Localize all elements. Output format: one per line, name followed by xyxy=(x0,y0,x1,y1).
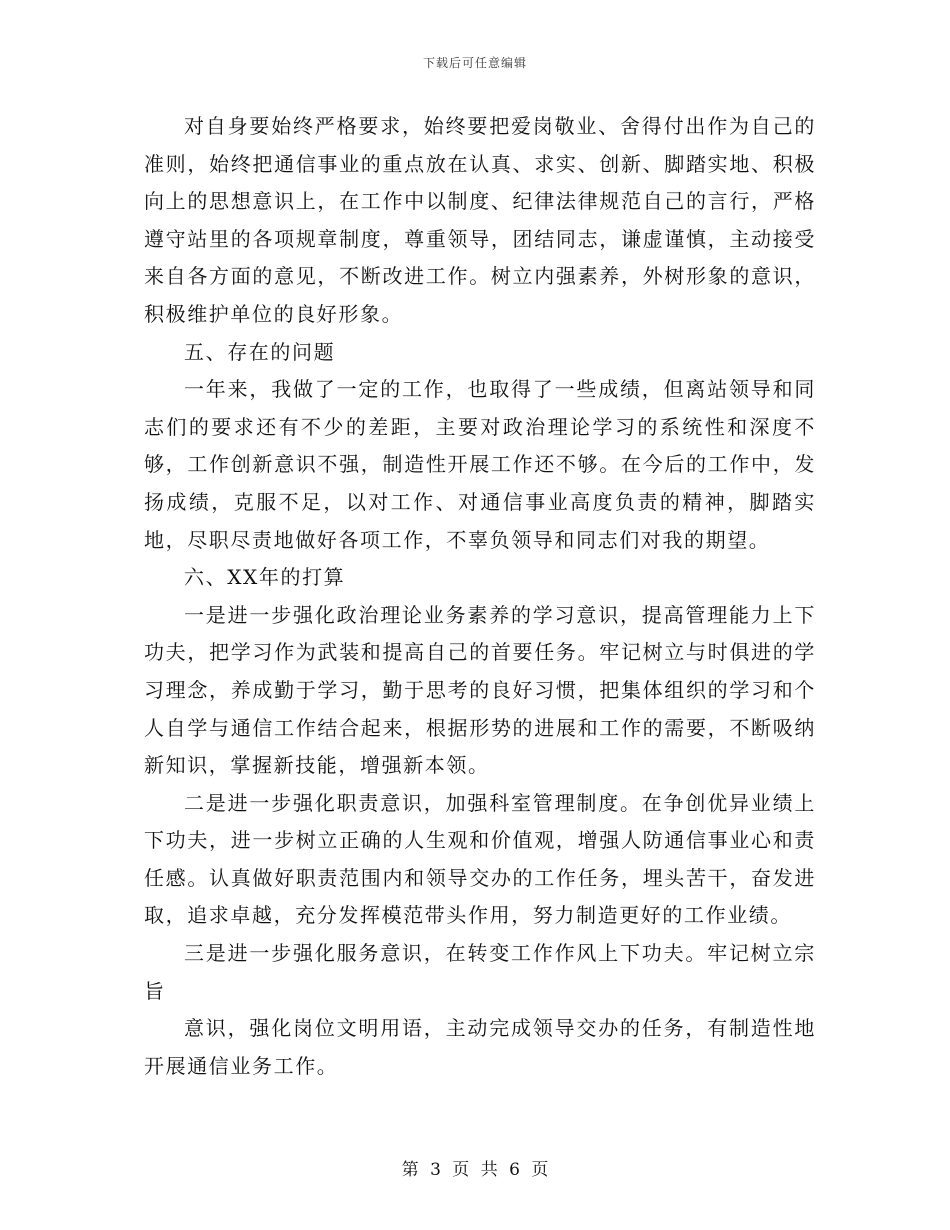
document-body xyxy=(144,108,816,1085)
page-number-footer: 第 3 页 共 6 页 xyxy=(401,1160,549,1180)
paragraph-problems: 一年来，我做了一定的工作，也取得了一些成绩，但离站领导和同志们的要求还有不少的差距，主要对政治理论学习的系统性和深度不够，工作创新意识不强，制造性开展工作还不够。在今后的工作中，发扬成绩，克服不足，以对工作、对通信事业高度负责的精神，脚踏实地，尽职尽责地做好各项工作，不辜负领导和同志们对我的期望。 xyxy=(144,377,816,552)
section-heading-problems: 五、存在的问题 xyxy=(184,339,336,364)
section-heading-plans: 六、XX年的打算 xyxy=(184,565,346,590)
paragraph-plan-three: 三是进一步强化服务意识，在转变工作作风上下功夫。牢记树立宗旨 xyxy=(144,941,816,1003)
paragraph-plan-one: 一是进一步强化政治理论业务素养的学习意识，提高管理能力上下功夫，把学习作为武装和提高自己的首要任务。牢记树立与时俱进的学习理念，养成勤于学习，勤于思考的良好习惯，把集体组织的学习和个人自学与通信工作结合起来，根据形势的进展和工作的需要，不断吸纳新知识，掌握新技能，增强新本领。 xyxy=(144,602,816,778)
paragraph-self-discipline: 对自身要始终严格要求，始终要把爱岗敬业、舍得付出作为自己的准则，始终把通信事业的重点放在认真、求实、创新、脚踏实地、积极向上的思想意识上，在工作中以制度、纪律法律规范自己的言行，严格遵守站里的各项规章制度，尊重领导，团结同志，谦虚谨慎，主动接受来自各方面的意见，不断改进工作。树立内强素养，外树形象的意识，积极维护单位的良好形象。 xyxy=(144,114,816,326)
paragraph-plan-two: 二是进一步强化职责意识，加强科室管理制度。在争创优异业绩上下功夫，进一步树立正确的人生观和价值观，增强人防通信事业心和责任感。认真做好职责范围内和领导交办的工作任务，埋头苦干，奋发进取，追求卓越，充分发挥模范带头作用，努力制造更好的工作业绩。 xyxy=(144,790,816,928)
page-header: 下载后可任意编辑 xyxy=(422,56,527,70)
paragraph-plan-three-continued: 意识，强化岗位文明用语，主动完成领导交办的任务，有制造性地开展通信业务工作。 xyxy=(144,1016,816,1078)
